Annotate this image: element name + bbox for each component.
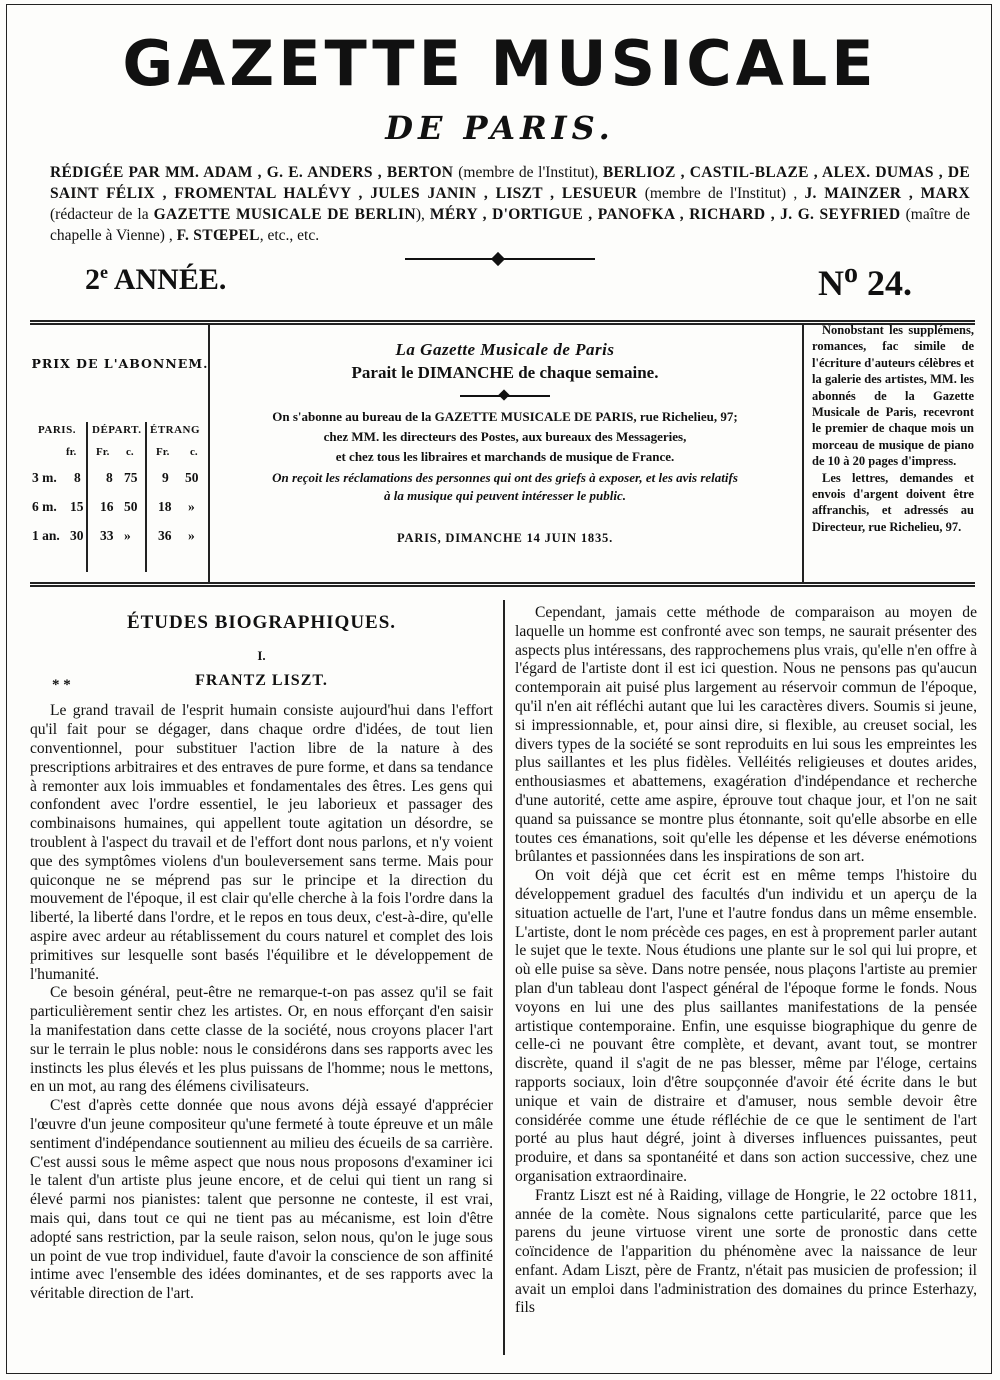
contributor-note: ), — [415, 206, 430, 223]
article-paragraph: On voit déjà que cet écrit est en même temps l'histoire du développement graduel des facultés d'un individu et un aperçu de la situation actuelle de l'art, l'une et l'autre fondus dans un même ensemble. L'artiste, dont le nom précède ces pages, en est à proprement parler autant le sujet que le texte. Nous étudions une plante sur le sol qui lui propre, et où elle puise sa sève. Dans notre pensée, nous plaçons l'artiste au premier plan d'un tableau dont l'aspect général de l'époque forme le fonds. Nous voyons en lui une des plus saillantes manifestations de la pensée artistique contemporaine. Enfin, une esquisse biographique du genre de celle-ci ne pouvant être complète, et devant, avant tout, se montrer discrète, quand il s'agit de ne pas blesser, même par l'éloge, certains rapports sociaux, loin d'être soupçonnée d'avoir été écrite dans le but unique et vain de distraire et d'amuser, nous semble devoir être considérée comme une étude réfléchie de ce que le sentiment de l'art porté au plus haut dégré, joint à diverses influences puissantes, peut produire, et dans sa spontanéité et dans son action successive, chez une organisation extraordinaire. — [515, 867, 977, 1185]
column-divider — [503, 600, 505, 1355]
header-paris: PARIS. — [38, 424, 76, 436]
contributor-names: BERLIOZ , CASTIL-BLAZE , ALEX. DUMAS , DE SAINT FÉLIX , FROMENTAL HALÉVY , JULES JANIN , LISZT , LESUEUR — [50, 164, 971, 202]
unit-fr: fr. — [66, 446, 77, 458]
header-depart: DÉPART. — [92, 424, 142, 436]
article-paragraph: C'est d'après cette donnée que nous avons déjà essayé d'apprécier l'œuvre d'un jeune compositeur qu'une fermeté à toute épreuve et un mâle sentiment d'indépendance soutiennent au milieu des écueils de sa carrière. C'est aussi sous le même aspect que nous nous proposons d'examiner ici le talent d'un artiste plus jeune encore, et de celui qui tient un rang si élevé parmi nos pianistes: talent que personne ne conteste, il est vrai, mais qui, dans tout ce qui ne tient pas au mécanisme, est loin d'être adopté sans restriction, par la seule raison, selon nous, qu'on le juge sous un point de vue trop individuel, faute d'avoir la conscience de son affinité intime avec l'ensemble des idées dominantes, et de ses rapports avec la véritable direction de l'art. — [30, 1097, 493, 1303]
subscription-table — [30, 422, 210, 551]
unit-fr: Fr. — [96, 446, 110, 458]
price-row: 3 m. 8 8 75 9 50 — [32, 470, 199, 485]
price-row: 1 an. 30 33 » 36 » — [32, 528, 195, 543]
rule-right-box — [802, 325, 804, 582]
contributor-names: F. STŒPEL — [176, 227, 260, 244]
article-number: I. — [257, 647, 266, 663]
article-paragraph: Ce besoin général, peut-être ne remarque-t-on pas assez qu'il se fait particulièrement sentir chez les artistes. Or, en nous efforçant d'en saisir la manifestation dans cette classe de la société, nous croyons placer l'art sur le terrain le plus noble: nous le considérons dans ses rapports avec les instincts les plus élevés et les plus puissans de l'homme; nous le mettons, en un mot, au rang des élémens civilisateurs. — [30, 984, 493, 1096]
contributor-note: (maître de chapelle à Vienne) , — [50, 206, 970, 244]
contributor-names: RÉDIGÉE PAR MM. ADAM , G. E. ANDERS , BERTON — [50, 164, 459, 181]
unit-c: c. — [190, 446, 198, 458]
issue-number: $N^o$ 24. — [818, 258, 912, 303]
contributor-note: , etc., etc. — [259, 227, 320, 244]
rule-bottom-double — [30, 585, 975, 587]
subscription-info: On s'abonne au bureau de la GAZETTE MUSICALE DE PARIS, rue Richelieu, 97; chez MM. les directeurs des Postes, aux bureaux des Messageries, et chez tous les libraires et marchands de musique de France. — [272, 409, 738, 464]
contributor-note: (membre de l'Institut), — [458, 164, 603, 181]
article-paragraph: Frantz Liszt est né à Raiding, village de Hongrie, le 22 octobre 1811, année de la comète. Nous signalons cette particularité, parce que les parens du jeune virtuose virent une sorte de pronostic dans cette coïncidence de l'apparition du phénomène avec la naissance de leur enfant. Adam Liszt, père de Frantz, n'était pas musicien de profession; il avait un emploi dans l'administration des domaines du prince Esterhazy, fils — [515, 1186, 977, 1317]
gazette-name: La Gazette Musicale de Paris — [395, 340, 615, 359]
article-subject: FRANTZ LISZT. — [195, 671, 328, 689]
contributor-note: (rédacteur de la — [50, 206, 154, 223]
notice-paragraph: Nonobstant les supplémens, romances, fac simile de l'écriture d'auteurs célèbres et la galerie des artistes, MM. les abonnés de la Gazette Musicale de Paris, recevront le premier de chaque mois un morceau de musique de piano de 10 à 20 pages d'impress. — [812, 323, 974, 469]
rule-bottom — [30, 582, 975, 584]
article-heading: ÉTUDES BIOGRAPHIQUES. — [126, 612, 397, 633]
supplement-notice — [812, 322, 974, 535]
contributors-list — [50, 162, 970, 246]
article-paragraph: Cependant, jamais cette méthode de comparaison au moyen de laquelle un homme est confronté avec son temps, ne saurait présenter des aspects plus intéressans, des rapprochemens plus vrais, qu'elle n'en offre à l'égard de l'artiste dont il est ici question. Nous ne pensons pas qu'aucun contemporain ait puisé plus largement au réservoir commun de l'époque, qu'il n'en ait réfléchi autant que lui les caractères divers. Soumis si jeune, si impressionnable, et, pour ainsi dire, si flexible, au creuset social, les divers types de la société se sont reproduits en lui sous les empreintes les plus saillantes et les plus fidèles. Velléités religieuses et doutes arides, enthousiasmes et abattemens, exagération d'indépendance et recherche d'une autorité, cette ame aspire, éprouve tout chaque jour, et l'on ne sait quand sa puissance se montre plus étonnante, soit qu'elle absorbe en elle toutes ces émanations, soit qu'elle les dépense et les déverse enémotions brûlantes et passionnées dans les inspirations de son art. — [515, 604, 977, 866]
publication-info — [210, 340, 800, 546]
header-etrang: ÉTRANG — [150, 424, 201, 436]
stars-ornament: * * — [52, 677, 71, 693]
article-paragraph: Le grand travail de l'esprit humain consiste aujourd'hui dans l'effort qu'il fait pour se dégager, dans chaque ordre d'idées, de tout lien conventionnel, pour substituer l'action libre de la nature à des prescriptions arbitraires et des entraves de pure forme, et dans sa tendance à remonter aux lois immuables et fondamentales des êtres. Les gens qui confondent avec l'ordre essentiel, le jeu laborieux et passager des combinaisons humaines, qui appellent toute agitation un désordre, se troublent à l'aspect du travail et de l'effort dont nous parlons, et n'y voient que des symptômes violens d'un bouleversement sans terme. Mais pour quiconque ne se méprend pas sur le principe et la direction du mouvement de l'époque, il est clair qu'elle cherche à la fois l'ordre dans la liberté, la liberté dans l'ordre, et le repos en tous deux, c'est-à-dire, qu'elle aspire avec ardeur au rétablissement du cours naturel et complet des lois primitives sur lesquelle sont basés l'équilibre et le développement de l'humanité. — [30, 702, 493, 983]
price-row: 6 m. 15 16 50 18 » — [32, 499, 195, 514]
article-column-right — [515, 604, 977, 1318]
ornament-rule — [405, 256, 595, 262]
publication-schedule: Parait le DIMANCHE de chaque semaine. — [351, 363, 659, 382]
contributor-note: (membre de l'Institut) , — [644, 185, 805, 202]
issue-year: 2e ANNÉE. — [85, 262, 227, 296]
article-column-left — [30, 604, 493, 1304]
contributor-names: J. MAINZER , MARX — [804, 185, 970, 202]
dateline: PARIS, DIMANCHE 14 JUIN 1835. — [396, 531, 614, 545]
masthead-title: GAZETTE MUSICALE — [122, 27, 878, 100]
notice-paragraph: Les lettres, demandes et envois d'argent doivent être affranchis, et adressés au Directeur, rue Richelieu, 97. — [812, 470, 974, 534]
ornament-small — [460, 395, 550, 397]
masthead-subtitle: DE PARIS. — [385, 109, 615, 147]
contributor-names: GAZETTE MUSICALE DE BERLIN — [153, 206, 416, 223]
claims-notice: On reçoit les réclamations des personnes qui ont des griefs à exposer, et les avis relatifs à la musique qui peuvent intéresser le public. — [272, 470, 738, 503]
subscription-title: PRIX DE L'ABONNEM. — [31, 356, 209, 371]
contributor-names: MÉRY , D'ORTIGUE , PANOFKA , RICHARD , J. G. SEYFRIED — [429, 206, 906, 223]
unit-c: c. — [126, 446, 134, 458]
unit-fr: Fr. — [156, 446, 170, 458]
